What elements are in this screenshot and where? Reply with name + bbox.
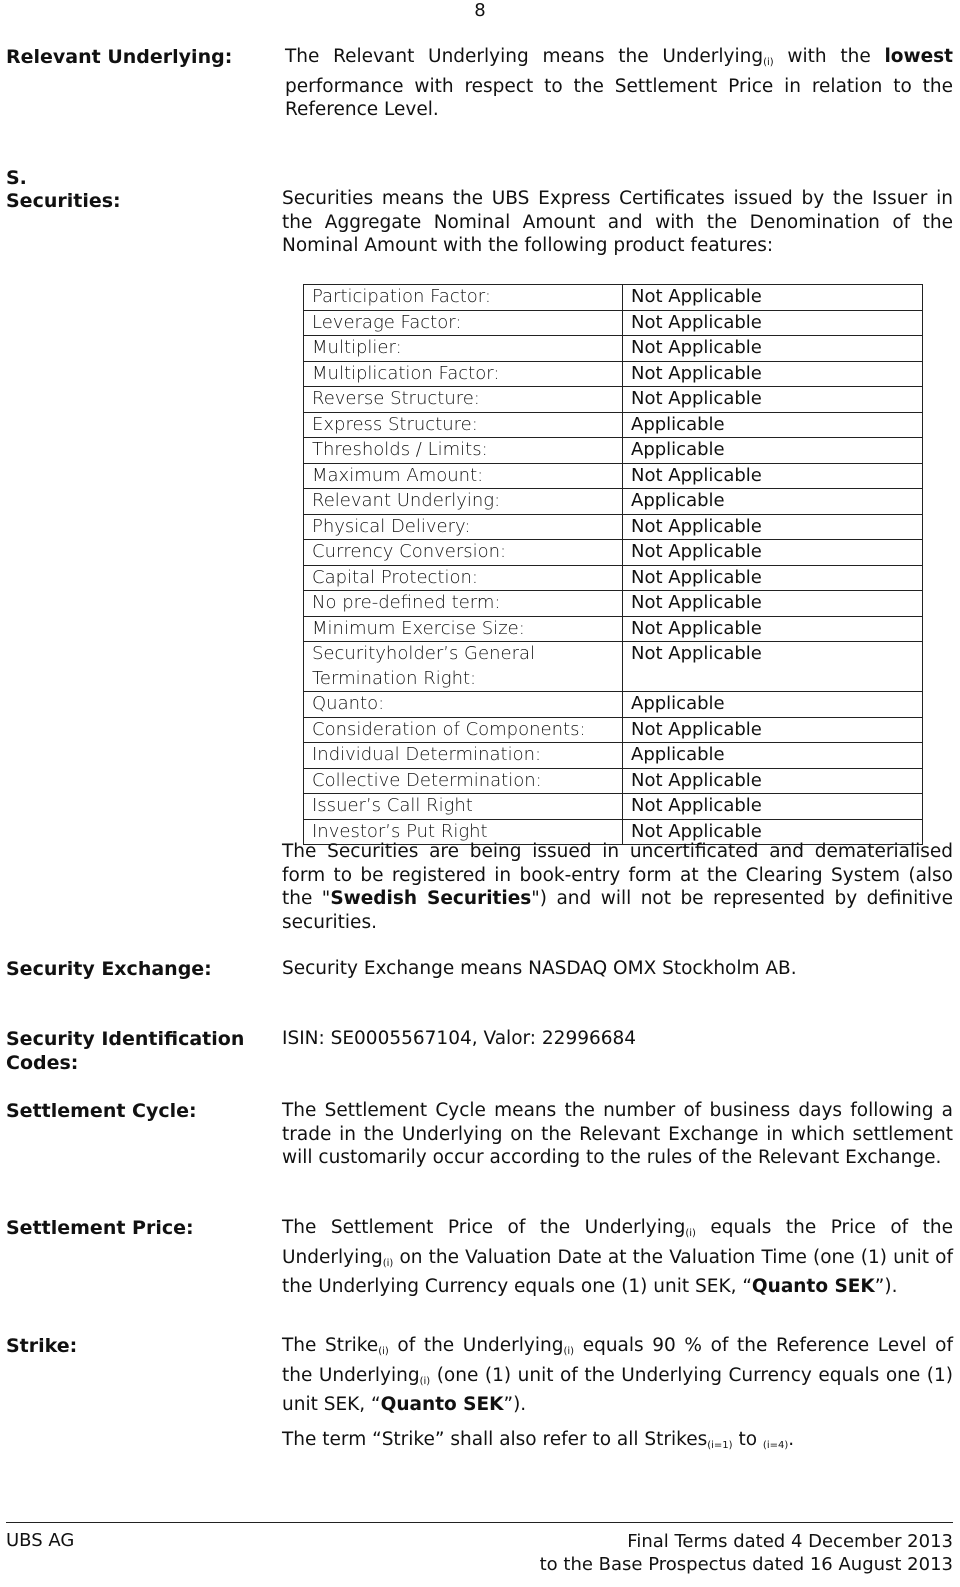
feature-label: Consideration of Components:: [304, 717, 623, 743]
feature-value: Not Applicable: [623, 616, 923, 642]
feature-value: Applicable: [623, 489, 923, 515]
footer-dates: [540, 1530, 953, 1576]
feature-label: Express Structure:: [304, 412, 623, 438]
feature-row: [304, 768, 923, 794]
feature-label: Participation Factor:: [304, 285, 623, 311]
footer-final-terms-date: Final Terms dated 4 December 2013: [627, 1531, 953, 1552]
feature-row: [304, 412, 923, 438]
feature-value: Not Applicable: [623, 794, 923, 820]
feature-row: [304, 642, 923, 692]
settlement-price-definition: The Settlement Price of the Underlying$_{(i)}$ equals the Price of the Underlying$_{(i)}$ on the Valuation Date at the Valuation Time (one (1) unit of the Underlying Currency equals one (1) unit SEK, “Quanto SEK”).: [282, 1217, 953, 1297]
feature-label: Maximum Amount:: [304, 463, 623, 489]
feature-row: [304, 310, 923, 336]
feature-row: [304, 616, 923, 642]
strike-definition: The Strike$_{(i)}$ of the Underlying$_{(i)}$ equals 90 % of the Reference Level of the Underlying$_{(i)}$ (one (1) unit of the Underlying Currency equals one (1) unit SEK, “Quanto SEK”).: [282, 1335, 954, 1415]
term-settlement-cycle: Settlement Cycle:: [6, 1100, 197, 1122]
feature-row: [304, 463, 923, 489]
security-exchange-definition: Security Exchange means NASDAQ OMX Stockholm AB.: [282, 958, 797, 979]
feature-value: Not Applicable: [623, 387, 923, 413]
strike-term-note: The term “Strike” shall also refer to all Strikes$_{(i=1)}$ to $_{(i=4)}$.: [282, 1429, 795, 1451]
feature-row: [304, 285, 923, 311]
feature-value: Not Applicable: [623, 540, 923, 566]
feature-label: No pre-defined term:: [304, 591, 623, 617]
feature-value: Not Applicable: [623, 768, 923, 794]
security-identification-codes-value: ISIN: SE0005567104, Valor: 22996684: [282, 1028, 637, 1049]
securities-form-text: The Securities are being issued in uncertificated and dematerialised form to be registered in book-entry form at the Clearing System (also the "Swedish Securities") and will not be represented by definitive securities.: [282, 841, 953, 933]
feature-row: [304, 591, 923, 617]
feature-row: [304, 514, 923, 540]
feature-label: Multiplication Factor:: [304, 361, 623, 387]
feature-row: [304, 489, 923, 515]
feature-value: Not Applicable: [623, 463, 923, 489]
feature-value: Applicable: [623, 743, 923, 769]
footer-issuer: UBS AG: [6, 1530, 75, 1551]
feature-value: Not Applicable: [623, 514, 923, 540]
feature-value: Applicable: [623, 412, 923, 438]
feature-label: Individual Determination:: [304, 743, 623, 769]
feature-row: [304, 361, 923, 387]
securities-definition: Securities means the UBS Express Certificates issued by the Issuer in the Aggregate Nominal Amount and with the Denomination of the Nominal Amount with the following product features:: [282, 188, 953, 256]
feature-value: Not Applicable: [623, 717, 923, 743]
feature-value: Not Applicable: [623, 285, 923, 311]
feature-value: Applicable: [623, 438, 923, 464]
feature-label: Capital Protection:: [304, 565, 623, 591]
feature-value: Not Applicable: [623, 591, 923, 617]
feature-row: [304, 336, 923, 362]
feature-row: [304, 692, 923, 718]
feature-row: [304, 438, 923, 464]
feature-row: [304, 540, 923, 566]
feature-label: Thresholds / Limits:: [304, 438, 623, 464]
term-strike: Strike:: [6, 1335, 78, 1357]
term-security-exchange: Security Exchange:: [6, 958, 212, 980]
feature-row: [304, 794, 923, 820]
feature-label: Minimum Exercise Size:: [304, 616, 623, 642]
feature-label: Collective Determination:: [304, 768, 623, 794]
feature-label: Investor’s Put Right: [304, 819, 623, 845]
feature-label: Leverage Factor:: [304, 310, 623, 336]
feature-value: Applicable: [623, 692, 923, 718]
feature-value: Not Applicable: [623, 642, 923, 692]
feature-label: Issuer’s Call Right: [304, 794, 623, 820]
feature-label: Quanto:: [304, 692, 623, 718]
section-letter-s: S.: [6, 167, 27, 189]
feature-label: Physical Delivery:: [304, 514, 623, 540]
term-relevant-underlying: Relevant Underlying:: [6, 46, 233, 68]
term-security-identification-codes: Security Identification Codes:: [6, 1028, 245, 1074]
feature-value: Not Applicable: [623, 819, 923, 845]
page-number: 8: [474, 0, 486, 21]
feature-value: Not Applicable: [623, 361, 923, 387]
footer-rule: [6, 1522, 953, 1523]
feature-label: Relevant Underlying:: [304, 489, 623, 515]
feature-row: [304, 387, 923, 413]
settlement-cycle-definition: The Settlement Cycle means the number of business days following a trade in the Underlying on the Relevant Exchange in which settlement will customarily occur according to the rules of the Relevant Exchange.: [282, 1100, 953, 1168]
feature-value: Not Applicable: [623, 336, 923, 362]
feature-label: Reverse Structure:: [304, 387, 623, 413]
feature-label: Multiplier:: [304, 336, 623, 362]
term-settlement-price: Settlement Price:: [6, 1217, 194, 1239]
feature-value: Not Applicable: [623, 310, 923, 336]
feature-row: [304, 565, 923, 591]
feature-row: [304, 717, 923, 743]
relevant-underlying-definition: The Relevant Underlying means the Underlying$_{(i)}$ with the lowest performance with respect to the Settlement Price in relation to the Reference Level.: [285, 46, 953, 120]
feature-label: Currency Conversion:: [304, 540, 623, 566]
feature-row: [304, 743, 923, 769]
footer-base-prospectus-date: to the Base Prospectus dated 16 August 2013: [539, 1554, 953, 1575]
product-features-table: [303, 284, 923, 845]
term-securities: Securities:: [6, 190, 121, 212]
feature-value: Not Applicable: [623, 565, 923, 591]
feature-label: Securityholder’s General Termination Right:: [304, 642, 623, 692]
